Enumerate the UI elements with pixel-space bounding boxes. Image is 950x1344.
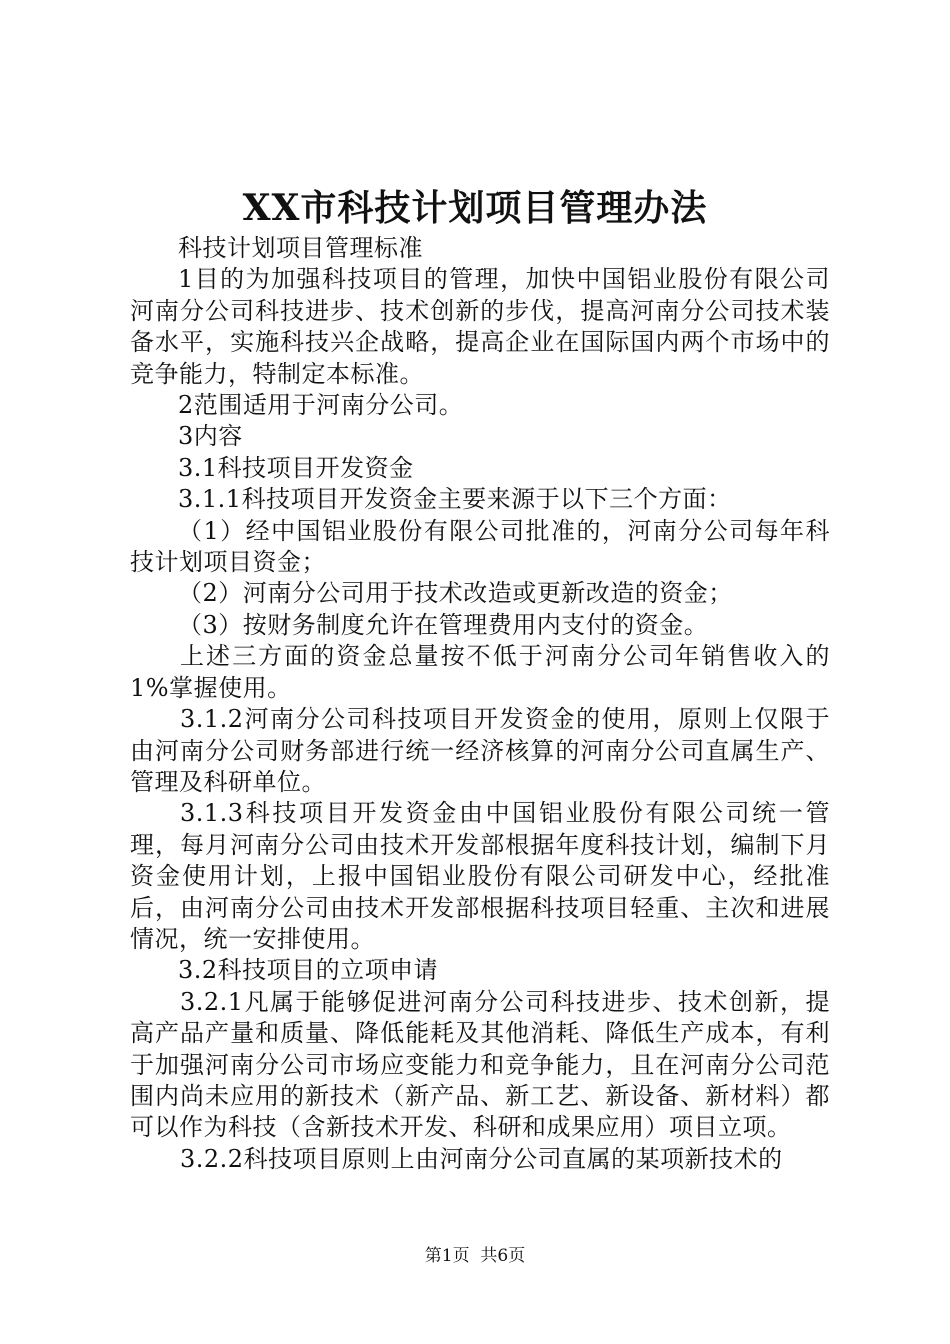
paragraph-section-3-1-2: 3.1.2河南分公司科技项目开发资金的使用，原则上仅限于由河南分公司财务部进行统一经济核算的河南分公司直属生产、管理及科研单位。 [130, 705, 830, 796]
paragraph-content-heading: 3内容 [178, 422, 243, 451]
paragraph-source-1: （1）经中国铝业股份有限公司批准的，河南分公司每年科技计划项目资金； [130, 516, 830, 577]
document-title: XX市科技计划项目管理办法 [242, 187, 708, 229]
paragraph-section-3-2: 3.2科技项目的立项申请 [178, 956, 439, 985]
document-body [130, 233, 830, 1175]
paragraph-section-3-1-3: 3.1.3科技项目开发资金由中国铝业股份有限公司统一管理，每月河南分公司由技术开发部根据年度科技计划，编制下月资金使用计划，上报中国铝业股份有限公司研发中心，经批准后，由河南分公司由技术开发部根据科技项目轻重、主次和进展情况，统一安排使用。 [130, 799, 830, 953]
page-number-footer: 第1页 共6页 [424, 1246, 526, 1266]
paragraph-source-3: （3）按财务制度允许在管理费用内支付的资金。 [178, 610, 709, 639]
paragraph-section-3-1: 3.1科技项目开发资金 [178, 453, 414, 482]
paragraph-section-3-2-2: 3.2.2科技项目原则上由河南分公司直属的某项新技术的 [180, 1144, 783, 1173]
paragraph-section-3-2-1: 3.2.1凡属于能够促进河南分公司科技进步、技术创新，提高产品产量和质量、降低能耗及其他消耗、降低生产成本，有利于加强河南分公司市场应变能力和竞争能力，且在河南分公司范围内尚未应用的新技术（新产品、新工艺、新设备、新材料）都可以作为科技（含新技术开发、科研和成果应用）项目立项。 [130, 987, 830, 1142]
paragraph-source-2: （2）河南分公司用于技术改造或更新改造的资金； [178, 579, 733, 608]
paragraph-scope: 2范围适用于河南分公司。 [178, 391, 464, 420]
paragraph-purpose: 1目的为加强科技项目的管理，加快中国铝业股份有限公司河南分公司科技进步、技术创新的步伐，提高河南分公司技术装备水平，实施科技兴企战略，提高企业在国际国内两个市场中的竞争能力，特制定本标准。 [130, 265, 830, 388]
paragraph-funding-total: 上述三方面的资金总量按不低于河南分公司年销售收入的1%掌握使用。 [130, 642, 830, 702]
paragraph-standard-name: 科技计划项目管理标准 [178, 234, 423, 262]
paragraph-section-3-1-1: 3.1.1科技项目开发资金主要来源于以下三个方面： [178, 485, 732, 514]
